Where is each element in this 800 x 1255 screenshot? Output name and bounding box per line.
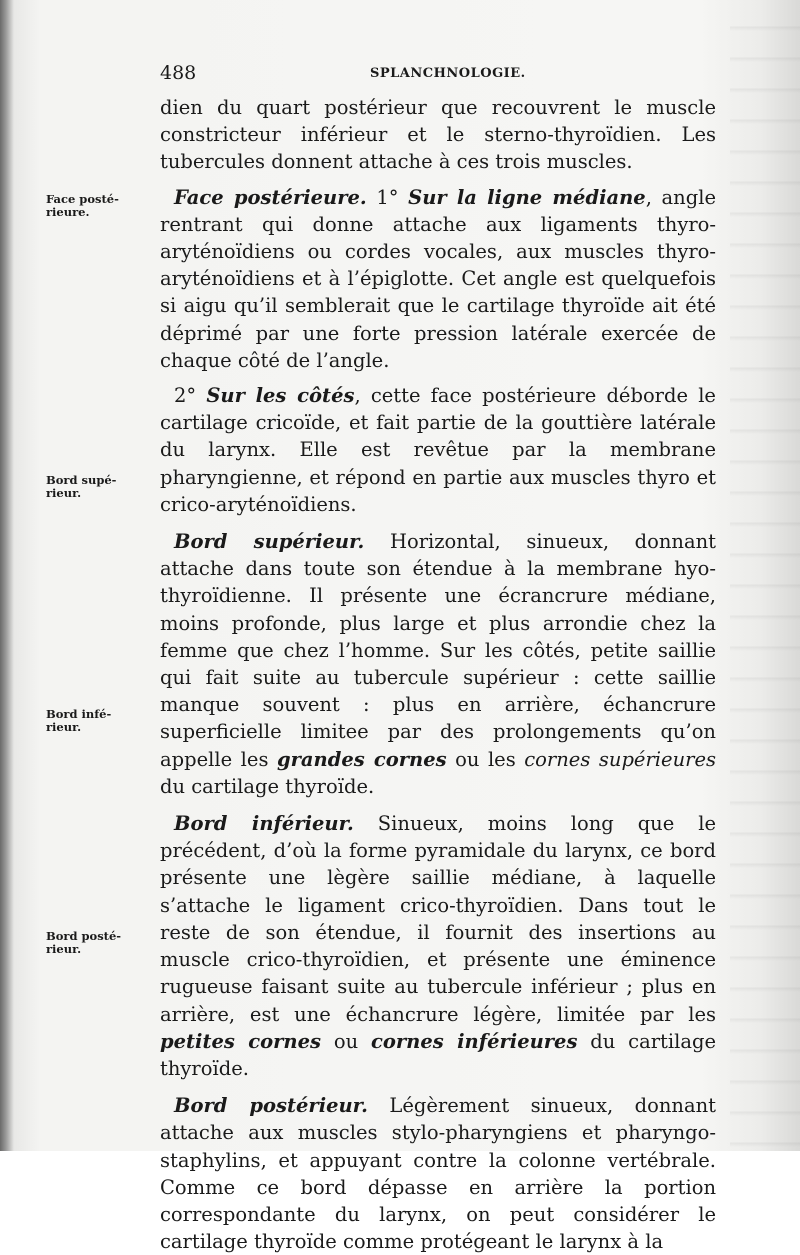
margin-note-line: rieur. — [46, 720, 82, 734]
margin-note-bord-superieur — [46, 474, 154, 500]
paragraph-text: du cartilage thyroïde. — [160, 774, 375, 798]
show-through-shadow — [730, 0, 800, 1151]
paragraph-bord-posterieur — [160, 1092, 716, 1255]
paragraph-continuation: dien du quart postérieur que recouvrent le muscle constricteur inférieur et le sterno-thyroïdien. Les tubercules donnent attache à ces trois muscles. — [160, 96, 716, 174]
paragraph-sur-les-cotes — [160, 382, 716, 518]
section-heading: Face postérieure. — [174, 185, 367, 209]
margin-note-line: rieur. — [46, 486, 82, 500]
margin-note-face-posterieure — [46, 193, 154, 219]
margin-note-line: Bord infé- — [46, 707, 112, 721]
page-header — [160, 62, 715, 86]
margin-note-line: rieure. — [46, 205, 90, 219]
paragraph-text: , cette face postérieure déborde le cartilage cricoïde, et fait partie de la gouttière latérale du larynx. Elle est revêtue par la membrane pharyngienne, et répond en partie aux muscles thyro et crico-aryténoïdiens. — [160, 384, 716, 516]
margin-note-line: rieur. — [46, 942, 82, 956]
section-heading: Bord inférieur. — [174, 812, 354, 836]
margin-note-bord-inferieur — [46, 708, 154, 734]
subsection-heading: Sur les côtés — [206, 384, 355, 408]
paragraph-text: du cartilage thyroïde. — [160, 1029, 716, 1080]
section-heading: Bord supérieur. — [174, 530, 365, 554]
list-number: 2° — [174, 384, 207, 408]
paragraph-text: ou les — [446, 747, 525, 771]
subsection-heading: Sur la ligne médiane — [408, 185, 646, 209]
section-heading: Bord postérieur. — [174, 1094, 368, 1118]
paragraph-text: Sinueux, moins long que le précédent, d’où la forme pyramidale du larynx, ce bord présente une lègère saillie médiane, à laquelle s’attache le ligament crico-thyroïdien. Dans tout le reste de son étendue, il fournit des insertions au muscle crico-thyroïdien, et présente une éminence rugueuse faisant suite au tubercule inférieur ; plus en arrière, est une échancrure légère, limitée par les — [160, 812, 716, 1026]
margin-note-bord-posterieur — [46, 930, 154, 956]
running-title: SPLANCHNOLOGIE. — [370, 66, 526, 81]
paragraph-bord-superieur — [160, 528, 716, 800]
margin-note-line: Bord posté- — [46, 929, 122, 943]
italic-term: petites cornes — [160, 1029, 321, 1053]
paragraph-bord-inferieur — [160, 810, 716, 1082]
paragraph-text: Horizontal, sinueux, donnant attache dans toute son étendue à la membrane hyo-thyroïdienne. Il présente une écrancrure médiane, moins profonde, plus large et plus arrondie chez la femme que chez l’homme. Sur les côtés, petite saillie qui fait suite au tubercule supérieur : cette saillie manque souvent : plus en arrière, échancrure superficielle limitee par des prolongements qu’on appelle les — [160, 530, 716, 771]
italic-term: cornes supérieures — [524, 747, 716, 771]
paragraph-text: ou — [321, 1029, 371, 1053]
italic-term: cornes inférieures — [370, 1029, 578, 1053]
margin-note-line: Bord supé- — [46, 473, 117, 487]
paragraph-face-posterieure — [160, 184, 716, 374]
body-text — [160, 94, 716, 1255]
list-number: 1° — [366, 185, 409, 209]
paragraph-text: , angle rentrant qui donne attache aux ligaments thyro-aryténoïdiens ou cordes vocales, aux muscles thyro-aryténoïdiens et à l’épiglotte. Cet angle est quelquefois si aigu qu’il semblerait que le cartilage thyroïde ait été déprimé par une forte pression latérale exercée de chaque côté de l’angle. — [160, 185, 716, 372]
paragraph-text: Légèrement sinueux, donnant attache aux muscles stylo-pharyngiens et pharyngo-staphylins, et appuyant contre la colonne vertébrale. Comme ce bord dépasse en arrière la portion correspondante du larynx, on peut considérer le cartilage thyroïde comme protégeant le larynx à la — [160, 1094, 716, 1254]
page-number: 488 — [160, 62, 197, 84]
margin-note-line: Face posté- — [46, 192, 119, 206]
italic-term: grandes cornes — [277, 747, 447, 771]
